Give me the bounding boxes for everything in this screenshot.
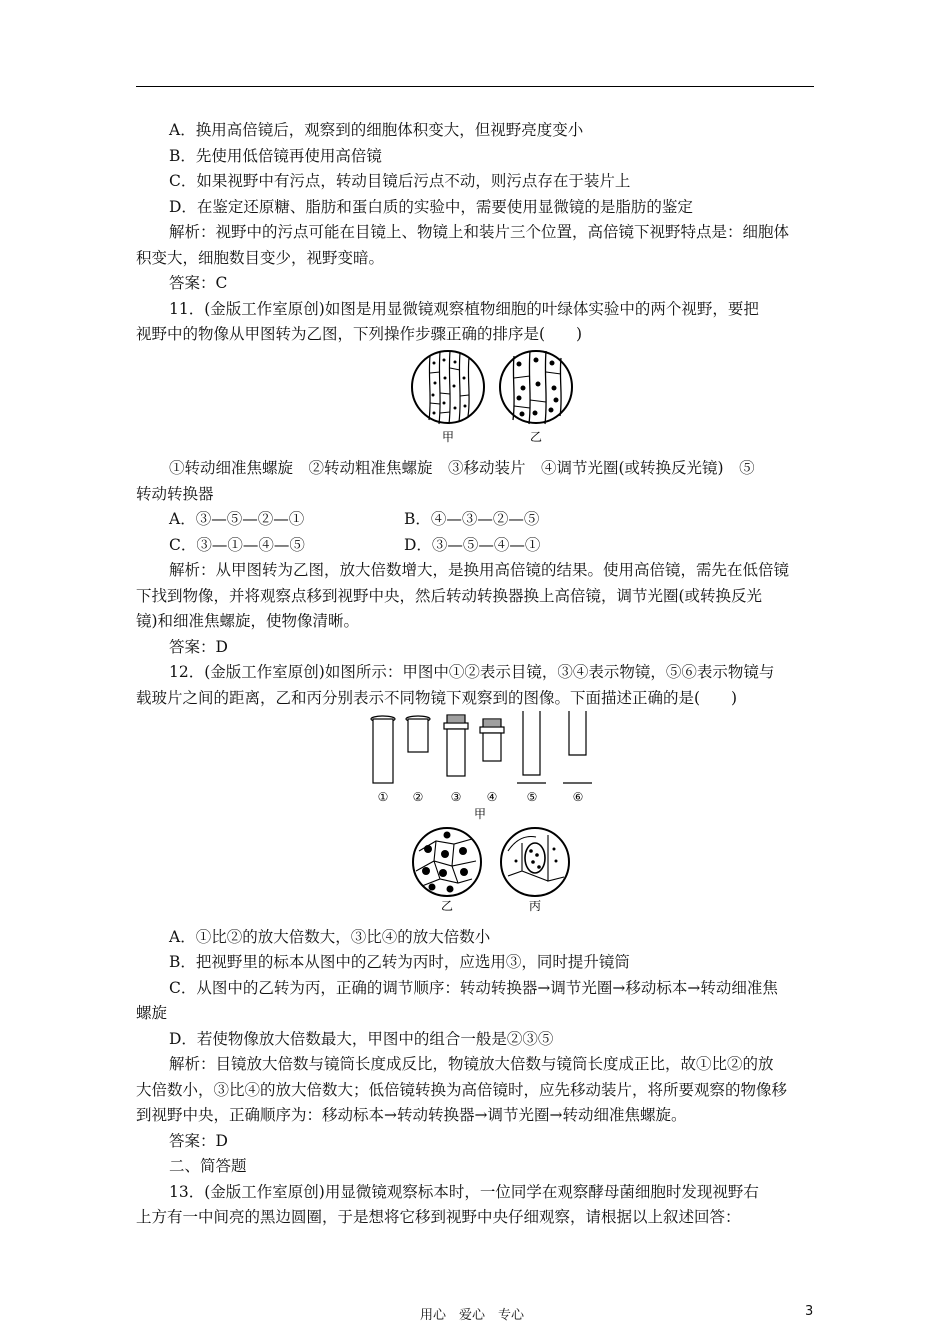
q10-answer: 答案：C: [169, 274, 228, 292]
q10-option-d: D．在鉴定还原糖、脂肪和蛋白质的实验中，需要使用显微镜的是脂肪的鉴定: [169, 197, 693, 216]
q12-num-2: ②: [412, 790, 424, 804]
q12-num-3: ③: [450, 790, 462, 804]
q11-options-row1: [136, 507, 816, 533]
q12-view-bing: [501, 828, 569, 896]
q12-option-b: B．把视野里的标本从图中的乙转为丙时，应选用③，同时提升镜筒: [169, 953, 630, 971]
q11-answer: 答案：D: [169, 637, 228, 656]
q11-analysis-line3: 镜)和细准焦螺旋，使物像清晰。: [136, 612, 360, 630]
q12-stem-line1: 12．(金版工作室原创)如图所示：甲图中①②表示目镜，③④表示物镜，⑤⑥表示物镜与: [169, 663, 775, 681]
q12-answer: 答案：D: [169, 1131, 228, 1150]
q11-stem-line2: 视野中的物像从甲图转为乙图，下列操作步骤正确的排序是( ): [136, 325, 583, 343]
q12-num-6: ⑥: [572, 790, 584, 804]
q11-steps-line1: ①转动细准焦螺旋 ②转动粗准焦螺旋 ③移动装片 ④调节光圈(或转换反光镜) ⑤: [169, 459, 755, 477]
q11-options-row2: [136, 533, 816, 559]
q11-fig-label-yi: 乙: [529, 429, 543, 444]
q11-option-b: B．④—③—②—⑤: [404, 510, 540, 528]
q12-fig-label-bing: 丙: [528, 899, 542, 913]
q12-analysis-line2: 大倍数小，③比④的放大倍数大；低倍镜转换为高倍镜时，应先移动装片，将所要观察的物像移: [136, 1080, 788, 1099]
section-heading: 二、简答题: [169, 1157, 247, 1175]
q13-stem-line2: 上方有一中间亮的黑边圆圈，于是想将它移到视野中央仔细观察，请根据以上叙述回答：: [136, 1208, 741, 1226]
page-number: 3: [805, 1304, 814, 1319]
q11-stem-line1: 11．(金版工作室原创)如图是用显微镜观察植物细胞的叶绿体实验中的两个视野，要把: [169, 299, 759, 318]
q10-option-c: C．如果视野中有污点，转动目镜后污点不动，则污点存在于装片上: [169, 172, 631, 190]
q11-fig-label-jia: 甲: [441, 429, 455, 444]
header-rule: [136, 86, 814, 87]
q12-analysis-line1: 解析：目镜放大倍数与镜筒长度成反比，物镜放大倍数与镜筒长度成正比，故①比②的放: [169, 1055, 774, 1073]
q12-num-1: ①: [377, 790, 389, 804]
q11-option-c: C．③—①—④—⑤: [169, 535, 305, 554]
q12-analysis-line3: 到视野中央，正确顺序为：移动标本→转动转换器→调节光圈→转动细准焦螺旋。: [136, 1106, 687, 1124]
q12-stem-line2: 载玻片之间的距离，乙和丙分别表示不同物镜下观察到的图像。下面描述正确的是( ): [136, 688, 738, 707]
q10-option-b: B．先使用低倍镜再使用高倍镜: [169, 146, 382, 165]
q12-option-a: A．①比②的放大倍数大，③比④的放大倍数小: [169, 927, 491, 946]
q12-fig-label-jia: 甲: [473, 807, 487, 821]
q12-view-yi: [413, 828, 481, 896]
q11-option-a: A．③—⑤—②—①: [169, 510, 305, 528]
q12-lens-2: [406, 716, 430, 752]
q13-stem-line1: 13．(金版工作室原创)用显微镜观察标本时，一位同学在观察酵母菌细胞时发现视野右: [169, 1182, 759, 1201]
q12-option-c-line2: 螺旋: [136, 1004, 168, 1022]
q12-distance-6: [563, 711, 592, 783]
page-content: [136, 118, 816, 1231]
q12-option-c-line1: C．从图中的乙转为丙，正确的调节顺序：转动转换器→调节光圈→移动标本→转动细准焦: [169, 978, 778, 997]
q12-lens-1: [371, 716, 395, 783]
q11-view-jia: [412, 351, 484, 424]
q11-option-d: D．③—⑤—④—①: [404, 535, 541, 554]
q10-analysis-line2: 积变大，细胞数目变少，视野变暗。: [136, 248, 385, 267]
q10-option-a: A．换用高倍镜后，观察到的细胞体积变大，但视野亮度变小: [169, 121, 584, 139]
q12-fig-label-yi: 乙: [440, 899, 454, 913]
q11-analysis-line1: 解析：从甲图转为乙图，放大倍数增大，是换用高倍镜的结果。使用高倍镜，需先在低倍镜: [169, 561, 790, 579]
q11-analysis-line2: 下找到物像，并将观察点移到视野中央，然后转动转换器换上高倍镜，调节光圈(或转换反光: [136, 586, 763, 605]
q12-distance-5: [517, 711, 546, 783]
q11-view-yi: [500, 351, 572, 424]
q11-steps-line2: 转动转换器: [136, 484, 214, 503]
q12-option-d: D．若使物像放大倍数最大，甲图中的组合一般是②③⑤: [169, 1029, 554, 1048]
q12-figure: [136, 711, 816, 916]
q10-analysis-line1: 解析：视野中的污点可能在目镜上、物镜上和装片三个位置，高倍镜下视野特点是：细胞体: [169, 223, 790, 241]
q12-num-4: ④: [486, 790, 498, 804]
q12-lens-4: [480, 719, 504, 761]
q11-figure: [136, 348, 816, 448]
q12-lens-3: [444, 715, 468, 776]
q12-num-5: ⑤: [526, 790, 538, 804]
footer-motto: 用心 爱心 专心: [420, 1308, 525, 1323]
